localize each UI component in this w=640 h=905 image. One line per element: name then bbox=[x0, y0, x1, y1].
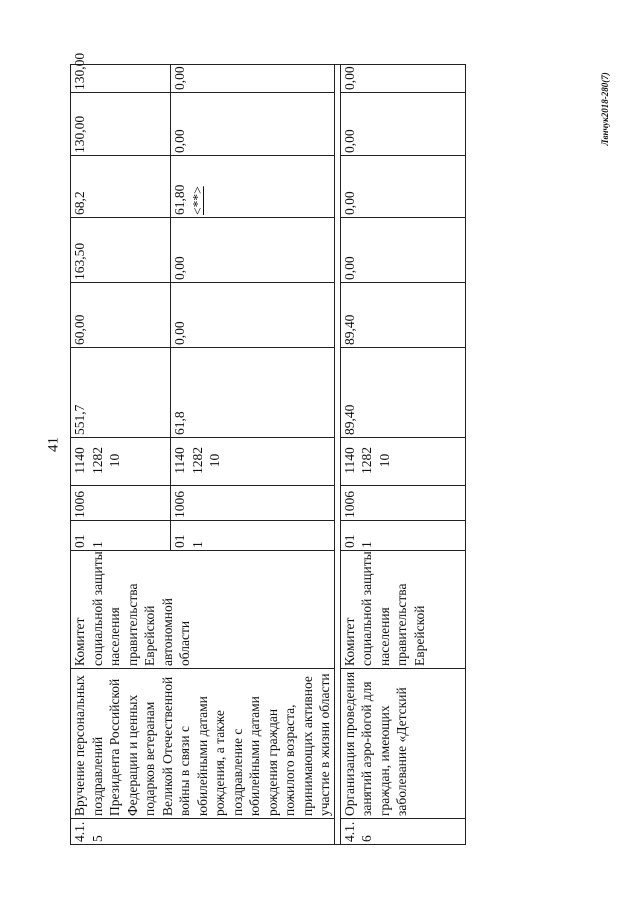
year5-cell: 0,00 bbox=[171, 65, 334, 93]
year2-cell: 163,50 bbox=[71, 218, 171, 283]
activity-cell: Вручение персональных поздравлений Президента Российской Федерации и ценных подарков ветеранам Великой Отечественной войны в связи с юбилейными датами рождения, а также поздравление с юбилейными датами рождения граждан пожилого возраста, принимающих активное участие в жизни области bbox=[71, 669, 335, 819]
executor-cell: Комитет социальной защиты населения правительства Еврейской bbox=[340, 551, 465, 669]
rz-pr-cell: 1006 bbox=[71, 486, 171, 521]
total-cell: 551,7 bbox=[71, 348, 171, 438]
total-cell: 89,40 bbox=[340, 348, 465, 438]
row-number-cell: 4.1. 6 bbox=[340, 819, 465, 845]
csr-cell: 1140 1282 10 bbox=[171, 438, 334, 486]
year4-cell: 0,00 bbox=[171, 93, 334, 156]
table-row bbox=[71, 65, 171, 845]
year2-cell: 0,00 bbox=[171, 218, 334, 283]
year3-value: 68,2 bbox=[72, 191, 87, 215]
year3-cell bbox=[71, 156, 171, 218]
year3-footnote-mark: <**> bbox=[189, 186, 205, 215]
row-number-cell: 4.1. 5 bbox=[71, 819, 335, 845]
year1-cell: 0,00 bbox=[171, 283, 334, 348]
year1-cell: 89,40 bbox=[340, 283, 465, 348]
activity-cell: Организация проведения занятий аэро-йогой для граждан, имеющих заболевание «Детский bbox=[340, 669, 465, 819]
csr-cell: 1140 1282 10 bbox=[71, 438, 171, 486]
document-code: Лвнчук2018-280(7) bbox=[600, 72, 610, 146]
year3-cell bbox=[340, 156, 465, 218]
year3-value: 0,00 bbox=[341, 191, 357, 215]
total-cell: 61,8 bbox=[171, 348, 334, 438]
rz-pr-cell: 1006 bbox=[171, 486, 334, 521]
year3-cell bbox=[171, 156, 334, 218]
year2-cell: 0,00 bbox=[340, 218, 465, 283]
grbs-cell: 01 1 bbox=[171, 521, 334, 551]
grbs-cell: 01 1 bbox=[71, 521, 171, 551]
page-number: 41 bbox=[45, 437, 62, 452]
year1-cell: 60,00 bbox=[71, 283, 171, 348]
year4-cell: 0,00 bbox=[340, 93, 465, 156]
rotated-table-container bbox=[70, 52, 540, 845]
year4-cell: 130,00 bbox=[71, 93, 171, 156]
grbs-cell: 01 1 bbox=[340, 521, 465, 551]
year5-cell: 0,00 bbox=[340, 65, 465, 93]
year3-value: 61,80 bbox=[172, 184, 188, 215]
year5-cell: 130,00 bbox=[71, 65, 171, 93]
csr-cell: 1140 1282 10 bbox=[340, 438, 465, 486]
table-row bbox=[340, 65, 465, 845]
executor-cell: Комитет социальной защиты населения правительства Еврейской автономной области bbox=[71, 551, 335, 669]
rz-pr-cell: 1006 bbox=[340, 486, 465, 521]
budget-table bbox=[70, 52, 466, 845]
